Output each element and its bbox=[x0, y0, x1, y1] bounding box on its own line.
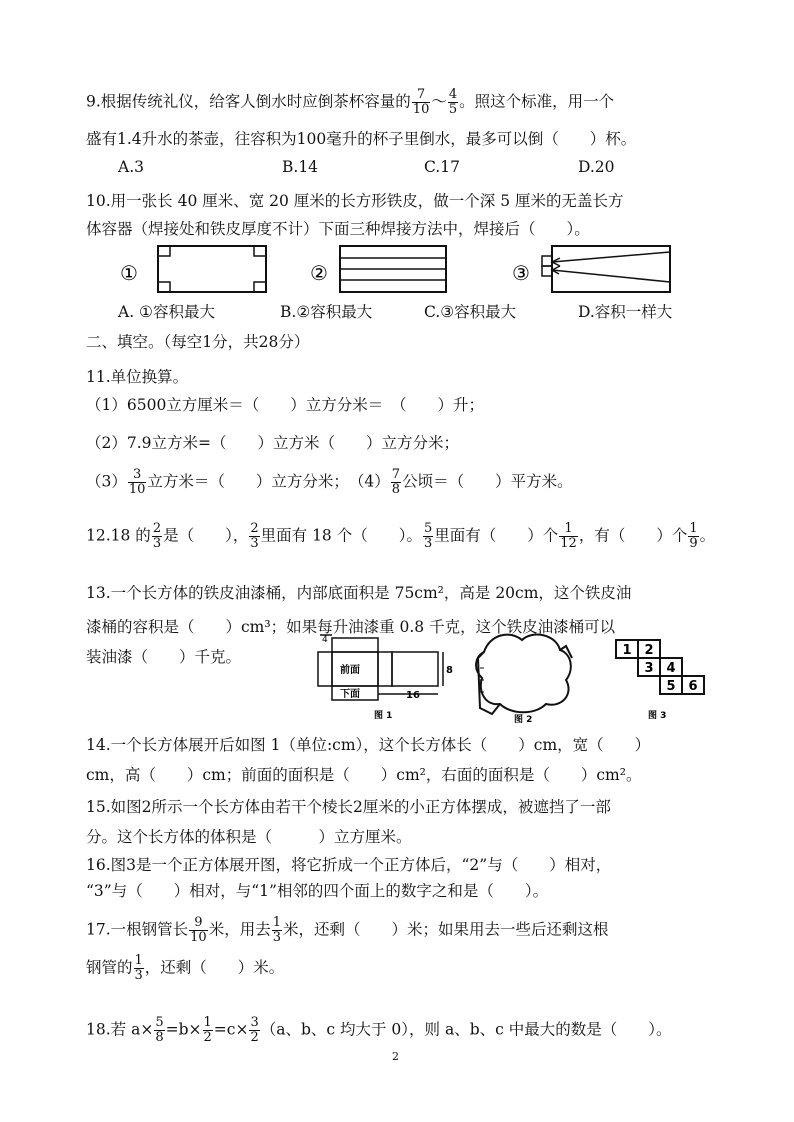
fraction: $\frac{9}{10}$ bbox=[190, 915, 207, 945]
q16-line1: 16.图3是一个正方体展开图，将它折成一个正方体后，“2”与（ ）相对， bbox=[86, 856, 612, 874]
fraction: $\frac{1}{12}$ bbox=[560, 521, 577, 551]
dim-height-label: 8 bbox=[446, 665, 453, 676]
fraction: $\frac{7}{10}$ bbox=[412, 87, 430, 117]
q9-option-d: D.20 bbox=[578, 158, 615, 176]
fraction: $\frac{7}{8}$ bbox=[391, 467, 401, 497]
q17-line2: 钢管的 $\frac{1}{3}$ ，还剩（ ）米。 bbox=[86, 953, 285, 983]
cube-face-2: 2 bbox=[644, 643, 654, 658]
q18-line: 18.若 a× $\frac{5}{8}$ =b× $\frac{1}{2}$ =c× $\frac{3}{2}$ （a、b、c 均大于 0），则 a、b、c 中最大的数是（ ）。 bbox=[86, 1015, 672, 1045]
page-number: 2 bbox=[392, 1050, 399, 1063]
cube-face-6: 6 bbox=[688, 679, 698, 694]
fraction: $\frac{3}{10}$ bbox=[128, 467, 146, 497]
q15-line2: 分。这个长方体的体积是（ ）立方厘米。 bbox=[86, 828, 412, 846]
q16-line2: “3”与（ ）相对，与“1”相邻的四个面上的数字之和是（ ）。 bbox=[86, 882, 549, 900]
q12-line: 12.18 的 $\frac{2}{3}$ 是（ ）， $\frac{2}{3}$ 里面有 18 个（ ）。 $\frac{5}{3}$ 里面有（ ）个 $\frac{1}{12}$ ，有（ ）个 $\frac{1}{9}$ 。 bbox=[86, 521, 716, 551]
fraction: $\frac{3}{2}$ bbox=[250, 1015, 259, 1045]
fraction: $\frac{5}{3}$ bbox=[423, 521, 433, 551]
fraction: $\frac{1}{9}$ bbox=[689, 521, 698, 551]
q13-line2: 漆桶的容积是（ ）cm³；如果每升油漆重 0.8 千克，这个铁皮油漆桶可以 bbox=[86, 618, 616, 636]
diagram-label-2: ② bbox=[310, 261, 328, 285]
q11-line3: （3） $\frac{3}{10}$ 立方米＝（ ）立方分米； （4） $\frac{7}{8}$ 公顷＝（ ）平方米。 bbox=[86, 467, 573, 497]
q10-option-a: A. ①容积最大 bbox=[118, 303, 215, 321]
figure-3-cube-net bbox=[612, 636, 712, 724]
q10-option-d: D.容积一样大 bbox=[578, 303, 673, 321]
fraction: $\frac{4}{5}$ bbox=[448, 87, 458, 117]
front-label: 前面 bbox=[340, 665, 360, 676]
q9-line1: 9.根据传统礼仪，给客人倒水时应倒茶杯容量的 $\frac{7}{10}$ ～ $\frac{4}{5}$ 。照这个标准，用一个 bbox=[86, 87, 615, 117]
q11-line2: （2）7.9立方米=（ ）立方米（ ）立方分米； bbox=[86, 434, 460, 452]
q14-line1: 14.一个长方体展开后如图 1（单位:cm），这个长方体长（ ）cm，宽（ ） bbox=[86, 736, 651, 754]
diagram-3 bbox=[542, 246, 670, 292]
q10-welding-diagrams bbox=[86, 240, 706, 296]
fraction: $\frac{2}{3}$ bbox=[250, 521, 259, 551]
q17-line1: 17.一根钢管长 $\frac{9}{10}$ 米，用去 $\frac{1}{3}$ 米，还剩（ ）米；如果用去一些后还剩这根 bbox=[86, 915, 609, 945]
diagram-label-1: ① bbox=[120, 261, 138, 285]
fraction: $\frac{1}{2}$ bbox=[203, 1015, 212, 1045]
fraction: $\frac{1}{3}$ bbox=[272, 915, 281, 945]
fraction: $\frac{5}{8}$ bbox=[155, 1015, 164, 1045]
dim-length-label: 16 bbox=[406, 690, 420, 701]
diagram-2 bbox=[340, 246, 446, 292]
q13-line1: 13.一个长方体的铁皮油漆桶，内部底面积是 75cm²，高是 20cm，这个铁皮油 bbox=[86, 584, 632, 602]
q10-option-b: B.②容积最大 bbox=[280, 303, 373, 321]
section-heading: 二、填空。（每空1分，共28分） bbox=[86, 333, 310, 351]
q9-option-a: A.3 bbox=[118, 158, 144, 176]
q11-title: 11.单位换算。 bbox=[86, 368, 189, 386]
diagram-1 bbox=[158, 246, 266, 292]
q10-option-c: C.③容积最大 bbox=[424, 303, 517, 321]
cube-face-4: 4 bbox=[666, 661, 676, 676]
q10-line2: 体容器（焊接处和铁皮厚度不计）下面三种焊接方法中，焊接后（ ）。 bbox=[86, 220, 590, 238]
cube-face-5: 5 bbox=[666, 679, 676, 694]
figure-2-caption: 图 2 bbox=[514, 715, 533, 724]
q15-line1: 15.如图2所示一个长方体由若干个棱长2厘米的小正方体摆成，被遮挡了一部 bbox=[86, 798, 611, 816]
q9-option-c: C.17 bbox=[424, 158, 460, 176]
fraction: $\frac{1}{3}$ bbox=[134, 953, 143, 983]
q14-line2: cm，高（ ）cm；前面的面积是（ ）cm²，右面的面积是（ ）cm²。 bbox=[86, 766, 642, 784]
q9-line2: 盛有1.4升水的茶壶，往容积为100毫升的杯子里倒水，最多可以倒（ ）杯。 bbox=[86, 130, 637, 148]
q11-line1: （1）6500立方厘米＝（ ）立方分米＝ （ ）升； bbox=[86, 396, 485, 414]
q9-option-b: B.14 bbox=[282, 158, 319, 176]
dim-top-label: 4 bbox=[322, 635, 328, 645]
cube-face-1: 1 bbox=[622, 643, 632, 658]
figure-1-net bbox=[310, 632, 460, 724]
q10-line1: 10.用一张长 40 厘米、宽 20 厘米的长方形铁皮，做一个深 5 厘米的无盖长方 bbox=[86, 192, 624, 210]
diagram-label-3: ③ bbox=[512, 261, 530, 285]
figure-2-cuboid bbox=[470, 628, 580, 724]
cube-face-3: 3 bbox=[644, 661, 654, 676]
bottom-label: 下面 bbox=[340, 689, 360, 700]
figure-3-caption: 图 3 bbox=[648, 711, 667, 721]
q13-line3: 装油漆（ ）千克。 bbox=[86, 648, 242, 666]
fraction: $\frac{2}{3}$ bbox=[152, 521, 162, 551]
figure-1-caption: 图 1 bbox=[374, 711, 393, 721]
